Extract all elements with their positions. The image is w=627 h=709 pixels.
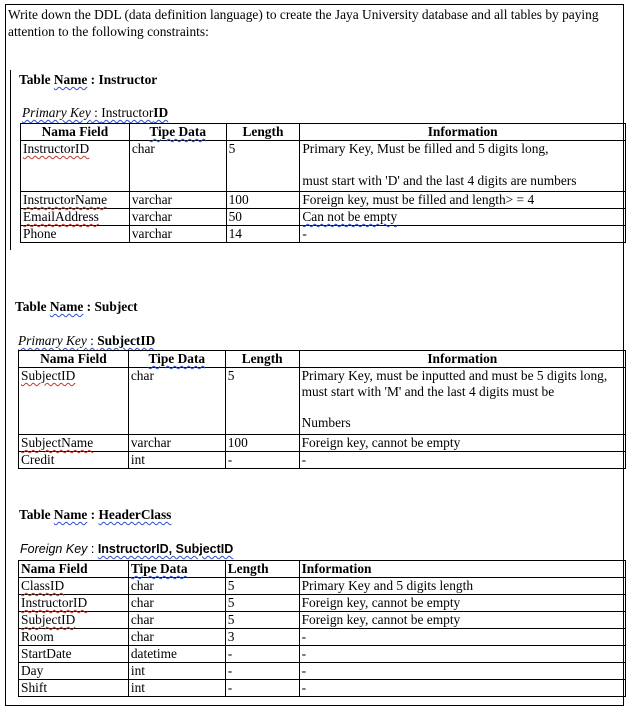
headerclass-title: Table Name : HeaderClass (19, 507, 172, 522)
table-row: SubjectName varchar 100 Foreign key, cannot be empty (19, 435, 626, 452)
header-info: Information (299, 561, 625, 578)
header-field: Nama Field (21, 124, 130, 141)
table-row: InstructorID char 5 Primary Key, Must be filled and 5 digits long, must start with 'D' and the last 4 digits are numbers (21, 141, 626, 192)
table-row: InstructorName varchar 100 Foreign key, must be filled and length> = 4 (21, 192, 626, 209)
table-header-row (21, 124, 626, 141)
header-field: Nama Field (19, 351, 129, 368)
table-row: SubjectID char 5 Foreign key, cannot be empty (19, 612, 626, 629)
header-length: Length (225, 351, 299, 368)
table-header-row (19, 351, 626, 368)
headerclass-table (18, 560, 626, 697)
table-row: SubjectID char 5 Primary Key, must be inputted and must be 5 digits long, must start with 'M' and the last 4 digits must be Numbers (19, 368, 626, 435)
table-row: ClassID char 5 Primary Key and 5 digits length (19, 578, 626, 595)
instructor-title: Table Name : Instructor (19, 72, 158, 87)
header-type: Tipe Data (129, 124, 226, 141)
subject-primary-key: Primary Key : SubjectID (18, 333, 156, 348)
subject-table (18, 350, 626, 469)
intro-text: Write down the DDL (data definition language) to create the Jaya University database and all tables by paying attention to the following constraints: (8, 7, 599, 39)
subject-title: Table Name : Subject (15, 299, 138, 314)
header-type: Tipe Data (128, 561, 225, 578)
header-length: Length (226, 124, 300, 141)
table-row: Phone varchar 14 - (21, 226, 626, 243)
headerclass-foreign-key: Foreign Key : InstructorID, SubjectID (20, 542, 234, 556)
table-header-row (19, 561, 626, 578)
table-row: StartDate datetime - - (19, 646, 626, 663)
table-row: InstructorID char 5 Foreign key, cannot be empty (19, 595, 626, 612)
instructor-table (20, 123, 626, 243)
instructor-section-border (10, 70, 11, 250)
header-info: Information (300, 124, 626, 141)
header-field: Nama Field (19, 561, 129, 578)
table-row: Credit int - - (19, 452, 626, 469)
table-row: EmailAddress varchar 50 Can not be empty (21, 209, 626, 226)
header-length: Length (225, 561, 299, 578)
instructor-primary-key: Primary Key : InstructorID (22, 105, 169, 120)
table-row: Room char 3 - (19, 629, 626, 646)
table-row: Shift int - - (19, 680, 626, 697)
header-info: Information (299, 351, 625, 368)
header-type: Tipe Data (128, 351, 225, 368)
table-row: Day int - - (19, 663, 626, 680)
